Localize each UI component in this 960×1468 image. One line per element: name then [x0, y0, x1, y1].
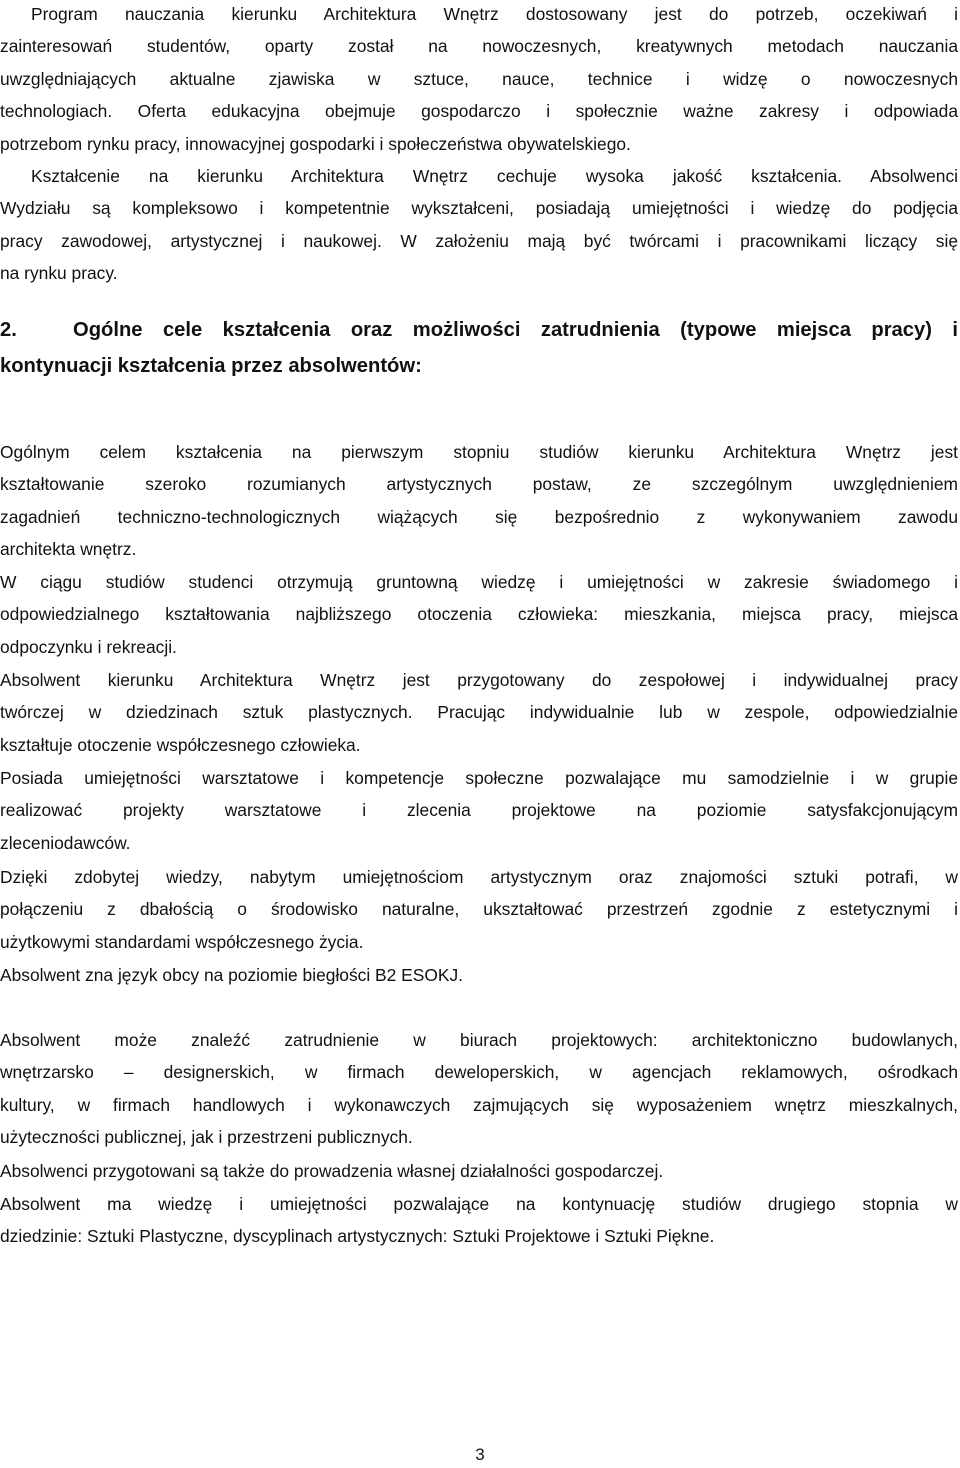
- text-line: odpowiedzialnego kształtowania najbliższego otoczenia człowieka: mieszkania, miejsca pracy, miejsca: [0, 604, 958, 625]
- intro-paragraph-1: [0, 0, 958, 160]
- text-line: pracy zawodowej, artystycznej i naukowej. W założeniu mają być twórcami i pracownikami liczący się: [0, 230, 958, 251]
- employment-paragraph-1: [0, 1024, 958, 1154]
- text-line: odpoczynku i rekreacji.: [0, 636, 177, 657]
- section-heading: [0, 312, 958, 384]
- section-number: 2.: [0, 319, 17, 341]
- text-line: Program nauczania kierunku Architektura Wnętrz dostosowany jest do potrzeb, oczekiwań i: [31, 4, 958, 24]
- text-line: architekta wnętrz.: [0, 539, 137, 560]
- text-line: twórczej w dziedzinach sztuk plastycznych. Pracując indywidualnie lub w zespole, odpowiedzialnie: [0, 702, 958, 723]
- text-line: Ogólnym celem kształcenia na pierwszym stopniu studiów kierunku Architektura Wnętrz jest: [0, 442, 958, 462]
- text-line: Dzięki zdobytej wiedzy, nabytym umiejętnościom artystycznym oraz znajomości sztuki potrafi, w: [0, 867, 958, 887]
- goals-paragraph-5: [0, 861, 958, 958]
- text-line: Wydziału są kompleksowo i kompetentnie wykształceni, posiadają umiejętności i wiedzę do podjęcia: [0, 198, 958, 219]
- text-line: połączeniu z dbałością o środowisko naturalne, ukształtować przestrzeń zgodnie z estetycznymi i: [0, 899, 958, 920]
- goals-paragraph-6: [0, 959, 958, 991]
- section-title-part-2: kontynuacji kształcenia przez absolwentów:: [0, 355, 422, 377]
- text-line: Absolwent ma wiedzę i umiejętności pozwalające na kontynuację studiów drugiego stopnia w: [0, 1194, 958, 1214]
- text-line: dziedzinie: Sztuki Plastyczne, dyscyplinach artystycznych: Sztuki Projektowe i Sztuki Piękne.: [0, 1226, 715, 1247]
- text-line: na rynku pracy.: [0, 263, 118, 284]
- text-line: użytkowymi standardami współczesnego życia.: [0, 931, 364, 952]
- text-line: kształtuje otoczenie współczesnego człowieka.: [0, 734, 361, 755]
- text-line: potrzebom rynku pracy, innowacyjnej gospodarki i społeczeństwa obywatelskiego.: [0, 133, 631, 154]
- text-line: Absolwent kierunku Architektura Wnętrz jest przygotowany do zespołowej i indywidualnej pracy: [0, 670, 958, 690]
- section-title-part-1: Ogólne cele kształcenia oraz możliwości zatrudnienia (typowe miejsca pracy) i: [73, 319, 958, 341]
- goals-paragraph-4: [0, 762, 958, 859]
- text-line: Absolwenci przygotowani są także do prowadzenia własnej działalności gospodarczej.: [0, 1161, 664, 1181]
- goals-paragraph-2: [0, 566, 958, 663]
- section-heading-line-1: [0, 312, 958, 348]
- page-number: 3: [475, 1445, 485, 1464]
- text-line: zagadnień techniczno-technologicznych wiążących się bezpośrednio z wykonywaniem zawodu: [0, 506, 958, 527]
- goals-paragraph-1: [0, 436, 958, 566]
- employment-paragraph-3: [0, 1188, 958, 1253]
- text-line: zleceniodawców.: [0, 832, 131, 853]
- text-line: uwzględniających aktualne zjawiska w sztuce, nauce, technice i widzę o nowoczesnych: [0, 68, 958, 89]
- text-line: kultury, w firmach handlowych i wykonawczych zajmujących się wyposażeniem wnętrz mieszkalnych,: [0, 1094, 958, 1115]
- text-line: Kształcenie na kierunku Architektura Wnętrz cechuje wysoka jakość kształcenia. Absolwenci: [31, 166, 958, 186]
- employment-paragraph-2: [0, 1155, 958, 1187]
- text-line: Absolwent może znaleźć zatrudnienie w biurach projektowych: architektoniczno budowlanych,: [0, 1030, 958, 1050]
- text-line: użyteczności publicznej, jak i przestrzeni publicznych.: [0, 1127, 413, 1148]
- text-line: wnętrzarsko – designerskich, w firmach deweloperskich, w agencjach reklamowych, ośrodkach: [0, 1062, 958, 1083]
- text-line: kształtowanie szeroko rozumianych artystycznych postaw, ze szczególnym uwzględnieniem: [0, 474, 958, 495]
- text-line: W ciągu studiów studenci otrzymują gruntowną wiedzę i umiejętności w zakresie świadomego i: [0, 572, 958, 592]
- text-line: zainteresowań studentów, oparty został na nowoczesnych, kreatywnych metodach nauczania: [0, 36, 958, 57]
- goals-paragraph-3: [0, 664, 958, 761]
- intro-paragraph-2: [0, 160, 958, 290]
- text-line: realizować projekty warsztatowe i zlecenia projektowe na poziomie satysfakcjonującym: [0, 800, 958, 821]
- text-line: Absolwent zna język obcy na poziomie biegłości B2 ESOKJ.: [0, 965, 464, 985]
- text-line: Posiada umiejętności warsztatowe i kompetencje społeczne pozwalające mu samodzielnie i w grupie: [0, 768, 958, 788]
- text-line: technologiach. Oferta edukacyjna obejmuje gospodarczo i społecznie ważne zakresy i odpowiada: [0, 101, 958, 122]
